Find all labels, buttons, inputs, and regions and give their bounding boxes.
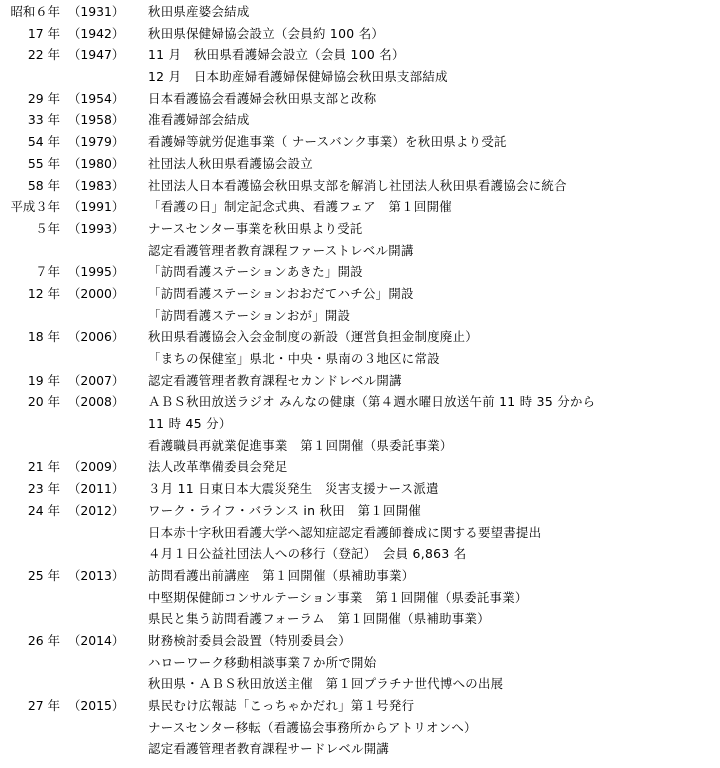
event-text: 日本赤十字秋田看護大学へ認知症認定看護師養成に関する要望書提出 — [148, 524, 542, 540]
event-text: 「訪問看護ステーションおおだてハチ公」開設 — [148, 285, 414, 301]
event-text: 看護職員再就業促進事業 第１回開催（県委託事業） — [148, 437, 453, 453]
era-year: 19 年 — [27, 372, 60, 388]
timeline-row — [0, 652, 720, 674]
era-year: 22 年 — [27, 47, 60, 63]
timeline-row — [0, 695, 720, 717]
event-text: 秋田県産婆会結成 — [148, 4, 250, 19]
timeline-row — [0, 435, 720, 457]
era-year — [0, 348, 66, 370]
western-year — [66, 305, 142, 327]
event-text: 「まちの保健室」県北・中央・県南の３地区に常設 — [148, 351, 440, 366]
western-year: （2000） — [68, 285, 125, 301]
era-year — [0, 738, 66, 760]
timeline-row — [0, 608, 720, 630]
timeline-row — [0, 413, 720, 435]
era-year — [0, 673, 66, 695]
era-year: 27 年 — [27, 698, 60, 713]
western-year — [66, 717, 142, 739]
event-text: 11 時 45 分） — [148, 416, 232, 432]
western-year: （2014） — [68, 632, 125, 648]
era-year — [0, 608, 66, 630]
era-year — [0, 543, 66, 565]
western-year — [66, 348, 142, 370]
event-text: 12 月 日本助産婦看護婦保健婦協会秋田県支部結成 — [148, 69, 448, 85]
western-year: （1958） — [68, 112, 125, 128]
western-year: （1993） — [68, 220, 125, 236]
era-year: 23 年 — [27, 481, 60, 497]
era-year — [0, 305, 66, 327]
timeline-row — [0, 23, 720, 45]
era-year — [0, 66, 66, 88]
event-text: 認定看護管理者教育課程セカンドレベル開講 — [148, 372, 402, 388]
western-year: （2006） — [68, 329, 125, 345]
event-text: ３月 11 日東日本大震災発生 災害支援ナース派遣 — [148, 481, 439, 497]
event-text: 「訪問看護ステーションあきた」開設 — [148, 264, 363, 280]
timeline-row — [0, 305, 720, 327]
timeline-row — [0, 1, 720, 23]
timeline-row — [0, 88, 720, 110]
western-year: （1942） — [68, 25, 125, 41]
timeline-row — [0, 391, 720, 413]
event-text: ワーク・ライフ・バランス in 秋田 第１回開催 — [148, 502, 422, 518]
era-year — [0, 435, 66, 457]
event-text: ＡＢＳ秋田放送ラジオ みんなの健康（第４週水曜日放送午前 11 時 35 分から — [148, 394, 596, 410]
timeline-row — [0, 131, 720, 153]
era-year: 33 年 — [27, 112, 60, 128]
western-year: （1931） — [68, 4, 125, 19]
era-year: 18 年 — [27, 329, 60, 345]
western-year — [66, 413, 142, 435]
event-text: 認定看護管理者教育課程サードレベル開講 — [148, 741, 390, 757]
era-year: 20 年 — [27, 394, 60, 410]
timeline-row — [0, 44, 720, 66]
timeline-row — [0, 153, 720, 175]
timeline-row — [0, 196, 720, 218]
event-text: 社団法人秋田県看護協会設立 — [148, 155, 313, 171]
western-year: （1983） — [68, 177, 125, 193]
western-year — [66, 608, 142, 630]
era-year: 26 年 — [27, 632, 60, 648]
event-text: ハローワーク移動相談事業７か所で開始 — [148, 654, 377, 670]
event-text: 認定看護管理者教育課程ファーストレベル開講 — [148, 242, 414, 258]
era-year — [0, 717, 66, 739]
event-text: ナースセンター事業を秋田県より受託 — [148, 220, 363, 236]
western-year: （1991） — [68, 199, 125, 215]
era-year — [0, 522, 66, 544]
era-year: 24 年 — [27, 502, 60, 518]
event-text: 看護婦等就労促進事業（ ナースバンク事業）を秋田県より受託 — [148, 134, 507, 150]
western-year — [66, 522, 142, 544]
western-year: （2015） — [68, 698, 125, 713]
event-text: 県民むけ広報誌「こっちゃかだれ」第１号発行 — [148, 698, 415, 713]
era-year: 29 年 — [27, 90, 60, 106]
timeline-row — [0, 738, 720, 760]
western-year — [66, 652, 142, 674]
event-text: 財務検討委員会設置（特別委員会） — [148, 632, 352, 648]
timeline-row — [0, 348, 720, 370]
western-year — [66, 66, 142, 88]
western-year: （1980） — [68, 155, 125, 171]
timeline-row — [0, 261, 720, 283]
western-year: （1954） — [68, 90, 125, 106]
era-year: 12 年 — [27, 285, 60, 301]
western-year — [66, 738, 142, 760]
western-year — [66, 673, 142, 695]
western-year: （2008） — [68, 394, 125, 410]
western-year: （2007） — [68, 372, 125, 388]
timeline-row — [0, 283, 720, 305]
western-year — [66, 543, 142, 565]
era-year: 58 年 — [27, 177, 60, 193]
era-year — [0, 413, 66, 435]
timeline-row — [0, 456, 720, 478]
era-year: ５年 — [35, 220, 60, 236]
era-year: 25 年 — [27, 567, 60, 583]
timeline-row — [0, 240, 720, 262]
western-year: （2011） — [68, 481, 125, 497]
western-year: （2013） — [68, 567, 125, 583]
western-year — [66, 587, 142, 609]
era-year: 17 年 — [27, 25, 60, 41]
western-year — [66, 435, 142, 457]
timeline-row — [0, 66, 720, 88]
era-year: ７年 — [35, 264, 60, 280]
timeline-row — [0, 500, 720, 522]
event-text: 秋田県保健婦協会設立（会員約 100 名） — [148, 25, 385, 41]
era-year — [0, 240, 66, 262]
western-year: （2012） — [68, 502, 125, 518]
timeline-row — [0, 326, 720, 348]
event-text: 秋田県看護協会入会金制度の新設（運営負担金制度廃止） — [148, 329, 478, 345]
era-year: 54 年 — [27, 134, 60, 150]
era-year: 21 年 — [27, 459, 60, 475]
era-year — [0, 652, 66, 674]
event-text: 訪問看護出前講座 第１回開催（県補助事業） — [148, 567, 415, 583]
timeline-row — [0, 587, 720, 609]
event-text: 県民と集う訪問看護フォーラム 第１回開催（県補助事業） — [148, 611, 490, 627]
event-text: 「看護の日」制定記念式典、看護フェア 第１回開催 — [148, 199, 452, 215]
timeline-row — [0, 522, 720, 544]
timeline-row — [0, 218, 720, 240]
timeline-row — [0, 478, 720, 500]
era-year: 55 年 — [27, 155, 60, 171]
event-text: 秋田県・ＡＢＳ秋田放送主催 第１回プラチナ世代博への出展 — [148, 676, 504, 692]
timeline-row — [0, 673, 720, 695]
western-year: （1947） — [68, 47, 125, 63]
western-year: （2009） — [68, 459, 125, 475]
timeline-row — [0, 109, 720, 131]
event-text: 中堅期保健師コンサルテーション事業 第１回開催（県委託事業） — [148, 589, 528, 605]
event-text: 社団法人日本看護協会秋田県支部を解消し社団法人秋田県看護協会に統合 — [148, 177, 567, 193]
event-text: ４月１日公益社団法人への移行（登記） 会員 6,863 名 — [148, 546, 467, 562]
event-text: 准看護婦部会結成 — [148, 112, 250, 128]
event-text: ナースセンター移転（看護協会事務所からアトリオンへ） — [148, 719, 477, 735]
timeline-row — [0, 565, 720, 587]
event-text: 日本看護協会看護婦会秋田県支部と改称 — [148, 90, 377, 106]
event-text: 「訪問看護ステーションおが」開設 — [148, 307, 351, 323]
western-year: （1995） — [68, 264, 125, 280]
timeline-row — [0, 717, 720, 739]
event-text: 11 月 秋田県看護婦会設立（会員 100 名） — [148, 47, 405, 63]
timeline-row — [0, 543, 720, 565]
timeline-row — [0, 370, 720, 392]
western-year — [66, 240, 142, 262]
timeline-row — [0, 175, 720, 197]
western-year: （1979） — [68, 134, 125, 150]
era-year — [0, 587, 66, 609]
event-text: 法人改革準備委員会発足 — [148, 459, 288, 475]
timeline-row — [0, 630, 720, 652]
era-year: 平成３年 — [10, 199, 60, 215]
era-year: 昭和６年 — [10, 4, 60, 19]
